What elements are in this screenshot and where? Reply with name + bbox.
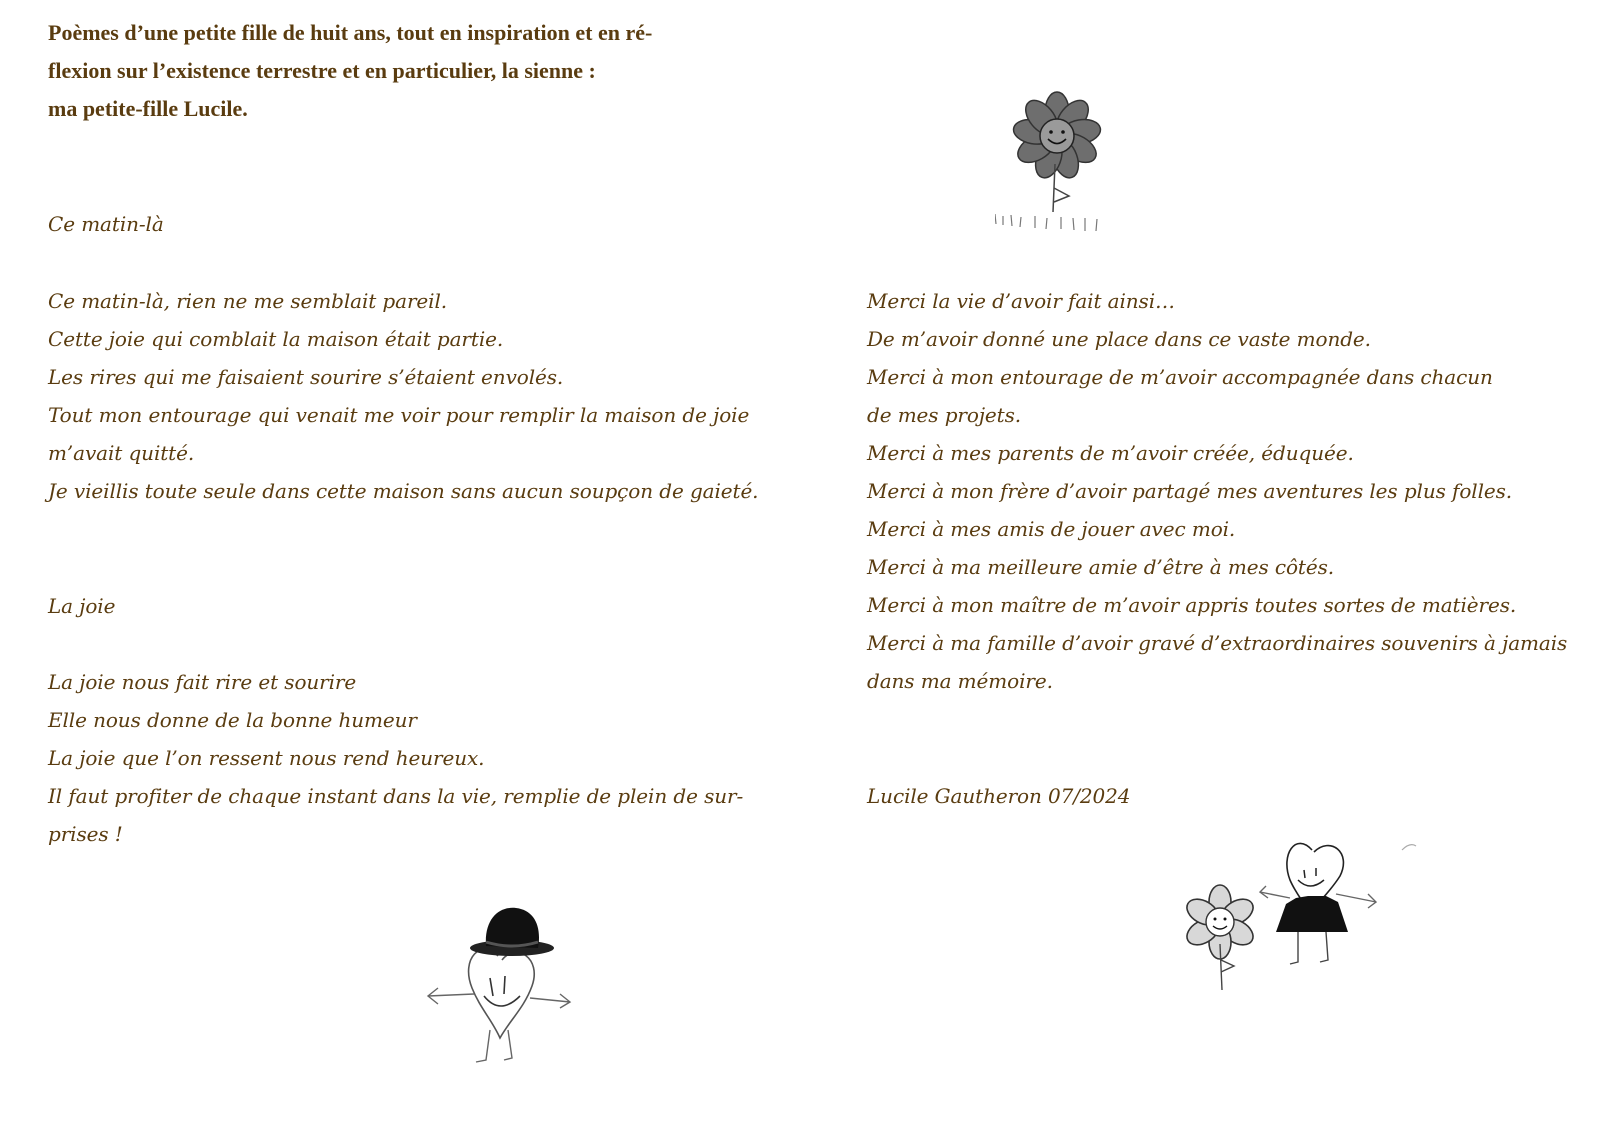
poem-line: Merci à mon frère d’avoir partagé mes aventures les plus folles. xyxy=(867,479,1513,503)
signature: Lucile Gautheron 07/2024 xyxy=(867,784,1131,808)
poem-line: de mes projets. xyxy=(867,403,1022,427)
poem-line: La joie que l’on ressent nous rend heureux. xyxy=(48,746,485,770)
poem-title-la-joie: La joie xyxy=(48,594,116,618)
intro-line: Poèmes d’une petite fille de huit ans, tout en inspiration et en ré- xyxy=(48,20,653,45)
poem-line: Merci à ma meilleure amie d’être à mes côtés. xyxy=(867,555,1335,579)
poem-line: Merci à mes amis de jouer avec moi. xyxy=(867,517,1236,541)
poem-title-ce-matin: Ce matin-là xyxy=(48,212,164,236)
poem-line: Merci à ma famille d’avoir gravé d’extraordinaires souvenirs à jamais xyxy=(867,631,1568,655)
poem-line: Cette joie qui comblait la maison était partie. xyxy=(48,327,504,351)
intro-line: flexion sur l’existence terrestre et en particulier, la sienne : xyxy=(48,58,596,83)
poem-line: Les rires qui me faisaient sourire s’étaient envolés. xyxy=(48,365,564,389)
poem-line: Merci à mon entourage de m’avoir accompagnée dans chacun xyxy=(867,365,1493,389)
poem-line: De m’avoir donné une place dans ce vaste monde. xyxy=(867,327,1371,351)
poem-line: Merci à mon maître de m’avoir appris toutes sortes de matières. xyxy=(867,593,1517,617)
poem-line: Tout mon entourage qui venait me voir pour remplir la maison de joie xyxy=(48,403,750,427)
poem-line: dans ma mémoire. xyxy=(867,669,1053,693)
flower-drawing xyxy=(995,84,1130,244)
intro-text xyxy=(48,14,788,128)
intro-line: ma petite-fille Lucile. xyxy=(48,96,248,121)
poem-line: Je vieillis toute seule dans cette maison sans aucun soupçon de gaieté. xyxy=(48,479,759,503)
poem-line: Elle nous donne de la bonne humeur xyxy=(48,708,417,732)
poem-line: La joie nous fait rire et sourire xyxy=(48,670,357,694)
poem-line: Il faut profiter de chaque instant dans la vie, remplie de plein de sur- xyxy=(48,784,744,808)
flower-and-heart-character-drawing xyxy=(1180,832,1440,1012)
poem-line: prises ! xyxy=(48,822,123,846)
poem-line: Merci la vie d’avoir fait ainsi… xyxy=(867,289,1175,313)
poem-line: m’avait quitté. xyxy=(48,441,195,465)
heart-character-with-hat-drawing xyxy=(420,898,590,1098)
poem-line: Merci à mes parents de m’avoir créée, éduquée. xyxy=(867,441,1354,465)
poem-line: Ce matin-là, rien ne me semblait pareil. xyxy=(48,289,448,313)
